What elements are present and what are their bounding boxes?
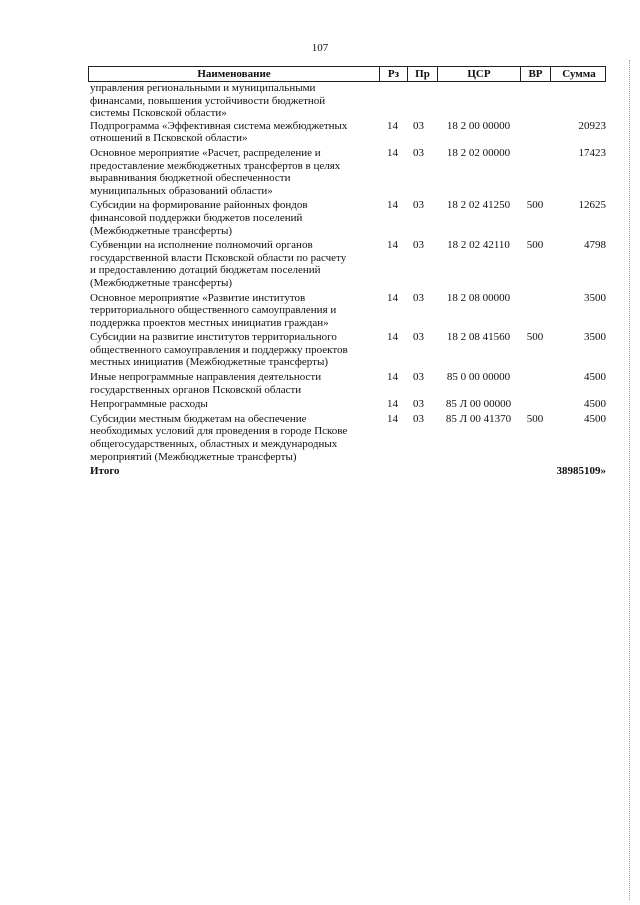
row-name <box>88 371 378 396</box>
header-name: Наименование <box>89 67 380 81</box>
row-name-line: Субвенции на исполнение полномочий органов <box>90 239 313 252</box>
header-sum: Сумма <box>562 68 596 80</box>
row-vr: 500 <box>526 239 544 252</box>
row-sum: 3500 <box>584 331 606 344</box>
row-name-line: государственной власти Псковской области по расчету <box>90 251 347 264</box>
row-vr: 500 <box>526 199 544 212</box>
total-sum: 38985109» <box>556 465 606 478</box>
row-name-line: управления региональными и муниципальными <box>90 82 316 94</box>
row-sum: 4500 <box>584 412 606 425</box>
row-name-line: Основное мероприятие «Развитие институтов <box>90 291 306 304</box>
row-csr: 18 2 08 41560 <box>446 331 511 344</box>
row-name <box>88 413 378 463</box>
row-pr: 03 <box>413 199 424 212</box>
row-sum: 20923 <box>578 119 606 132</box>
row-pr: 03 <box>413 412 424 425</box>
row-name-line: Подпрограмма «Эффективная система межбюджетных <box>90 119 348 132</box>
row-pr: 03 <box>413 146 424 159</box>
row-name <box>88 239 378 289</box>
row-pr: 03 <box>413 398 424 411</box>
row-pr: 03 <box>413 239 424 252</box>
row-name-line: государственных органов Псковской области <box>90 383 302 396</box>
row-sum: 4500 <box>584 371 606 384</box>
row-vr: 500 <box>526 412 544 425</box>
table-row <box>88 292 606 330</box>
row-csr: 85 Л 00 41370 <box>445 412 512 425</box>
row-name-line: поддержка проектов местных инициатив граждан» <box>90 316 329 329</box>
scan-edge-line <box>628 60 630 900</box>
budget-table <box>88 66 606 478</box>
row-name <box>88 147 378 197</box>
header-pr: Пр <box>408 67 438 81</box>
table-header <box>88 66 606 82</box>
header-csr: ЦСР <box>438 67 521 81</box>
row-pr: 03 <box>413 331 424 344</box>
table-row <box>88 413 606 463</box>
row-rz: 14 <box>387 371 398 384</box>
row-pr: 03 <box>413 119 424 132</box>
row-name <box>88 331 378 369</box>
row-name-line: предоставление межбюджетных трансфертов в целях <box>90 159 341 172</box>
table-row <box>88 147 606 197</box>
row-csr: 18 2 02 41250 <box>446 199 511 212</box>
row-sum: 4500 <box>584 398 606 411</box>
table-row <box>88 82 606 120</box>
row-rz: 14 <box>387 291 398 304</box>
header-rz: Рз <box>380 67 408 81</box>
row-rz: 14 <box>387 239 398 252</box>
row-csr: 85 0 00 00000 <box>446 371 511 384</box>
row-name-line: общегосударственных, областных и международных <box>90 438 338 451</box>
row-name-line: муниципальных образований области» <box>90 184 273 197</box>
row-csr: 18 2 02 00000 <box>446 146 511 159</box>
row-name-line: местных инициатив (Межбюджетные трансферты) <box>90 356 328 369</box>
header-vr: ВР <box>521 67 551 81</box>
table-row <box>88 398 606 411</box>
row-sum: 3500 <box>584 291 606 304</box>
row-rz: 14 <box>387 412 398 425</box>
row-name <box>88 292 378 330</box>
row-name-line: необходимых условий для проведения в городе Пскове <box>90 425 348 438</box>
row-name-line: системы Псковской области» <box>90 107 227 120</box>
table-row <box>88 371 606 396</box>
page-number: 107 <box>311 42 329 54</box>
row-name-line: территориального общественного самоуправления и <box>90 304 337 317</box>
total-label: Итого <box>90 465 120 478</box>
row-pr: 03 <box>413 371 424 384</box>
table-row <box>88 120 606 145</box>
row-name-line: Субсидии на развитие институтов территориального <box>90 331 337 344</box>
row-name <box>88 82 378 120</box>
row-name-line: и предоставлению дотаций бюджетам поселений <box>90 264 321 277</box>
row-rz: 14 <box>387 398 398 411</box>
row-name-line: финансовой поддержки бюджетов поселений <box>90 211 303 224</box>
row-pr: 03 <box>413 291 424 304</box>
row-name-line: мероприятий (Межбюджетные трансферты) <box>90 450 297 463</box>
row-vr: 500 <box>526 331 544 344</box>
row-name-line: Субсидии на формирование районных фондов <box>90 199 308 212</box>
row-name-line: Непрограммные расходы <box>90 398 208 411</box>
row-name-line: финансами, повышения устойчивости бюджетной <box>90 94 326 107</box>
row-name <box>88 398 378 411</box>
row-csr: 18 2 08 00000 <box>446 291 511 304</box>
table-row <box>88 239 606 289</box>
row-rz: 14 <box>387 119 398 132</box>
row-csr: 18 2 00 00000 <box>446 119 511 132</box>
row-name-line: выравнивания бюджетной обеспеченности <box>90 172 291 185</box>
table-body <box>88 82 606 465</box>
table-row <box>88 331 606 369</box>
row-sum: 4798 <box>584 239 606 252</box>
row-name <box>88 120 378 145</box>
row-rz: 14 <box>387 199 398 212</box>
row-name <box>88 199 378 237</box>
row-rz: 14 <box>387 331 398 344</box>
row-csr: 18 2 02 42110 <box>447 239 510 252</box>
table-row <box>88 199 606 237</box>
row-rz: 14 <box>387 146 398 159</box>
row-name-line: (Межбюджетные трансферты) <box>90 276 232 289</box>
row-name-line: (Межбюджетные трансферты) <box>90 224 232 237</box>
row-csr: 85 Л 00 00000 <box>445 398 512 411</box>
row-name-line: отношений в Псковской области» <box>90 132 248 145</box>
row-name-line: Иные непрограммные направления деятельности <box>90 371 322 384</box>
row-name-line: Субсидии местным бюджетам на обеспечение <box>90 412 307 425</box>
row-name-line: общественного самоуправления и поддержку проектов <box>90 343 348 356</box>
row-sum: 12625 <box>578 199 606 212</box>
total-row <box>88 465 606 478</box>
row-sum: 17423 <box>578 146 606 159</box>
row-name-line: Основное мероприятие «Расчет, распределение и <box>90 146 321 159</box>
